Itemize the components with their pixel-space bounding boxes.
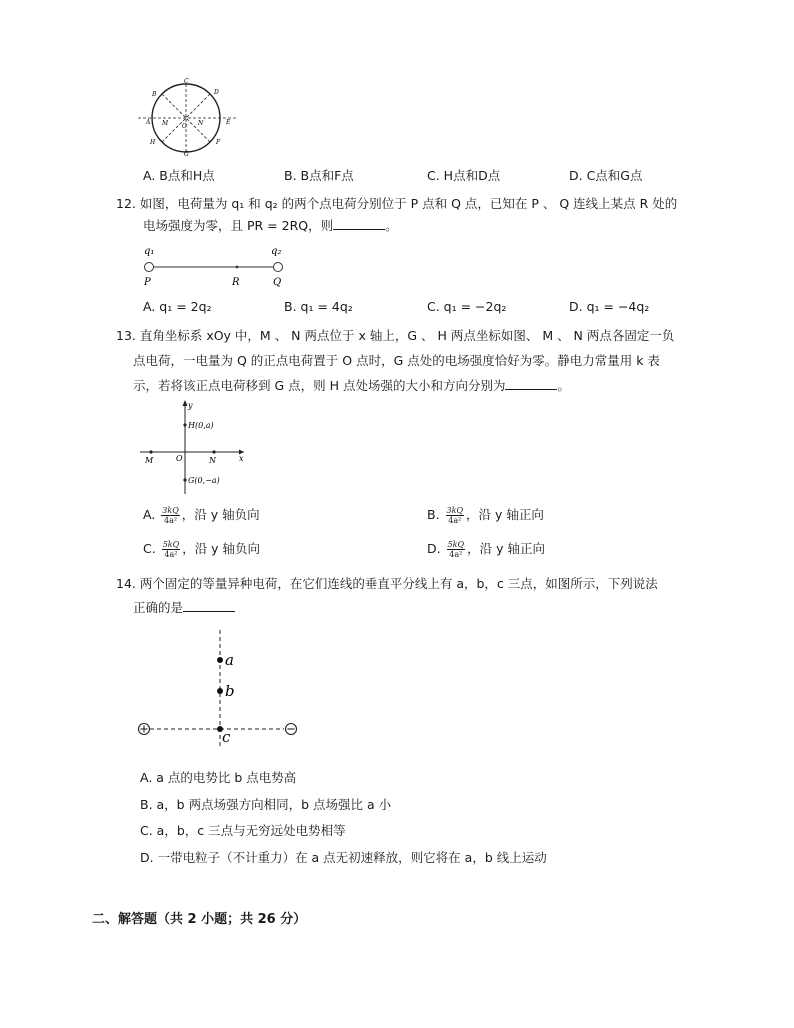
q12-label-q: Q [273, 277, 282, 288]
q13-option-c[interactable]: C. $\frac{5kQ}{\text{4a²}}$ ，沿 y 轴负向 [143, 540, 261, 559]
q13-option-a-fraction: $\frac{3kQ}{\text{4a²}}$ [162, 506, 179, 525]
q11-label-g: G [184, 151, 189, 158]
q13-stem-line3 [133, 377, 570, 395]
q13-label-g: G(0,−a) [188, 476, 220, 485]
q11-label-a: A [146, 119, 151, 126]
q14-stem-line1: 14. 两个固定的等量异种电荷，在它们连线的垂直平分线上有 a，b，c 三点，如图所示，下列说法 [116, 576, 658, 591]
q12-option-d[interactable]: D. q₁ = −4q₂ [569, 299, 650, 314]
q11-label-m: M [162, 120, 169, 127]
q13-option-d[interactable]: D. $\frac{5kQ}{\text{4a²}}$ ，沿 y 轴正向 [427, 540, 545, 559]
q13-option-b-fraction: $\frac{3kQ}{\text{4a²}}$ [446, 506, 464, 525]
q13-label-o: O [176, 454, 183, 463]
q13-stem-text: 示，若将该正点电荷移到 G 点，则 H 点处场强的大小和方向分别为 [133, 378, 506, 393]
q13-stem-line2: 点电荷，一电量为 Q 的正点电荷置于 O 点时，G 点处的电场强度恰好为零。静电力常量用 k 表 [133, 353, 660, 368]
q13-answer-blank[interactable] [505, 377, 557, 390]
q12-option-a[interactable]: A. q₁ = 2q₂ [143, 299, 212, 314]
q13-option-a[interactable]: A. $\frac{3kQ}{\text{4a²}}$ ，沿 y 轴负向 [143, 506, 260, 525]
q13-option-b[interactable]: B. $\frac{3kQ}{\text{4a²}}$ ，沿 y 轴正向 [427, 506, 544, 525]
q14-dipole-figure [136, 628, 300, 748]
q11-label-d: D [214, 89, 219, 96]
q13-label-y: y [188, 401, 193, 410]
q14-option-c[interactable]: C. a，b，c 三点与无穷远处电势相等 [140, 823, 346, 838]
q11-label-b: B [152, 91, 157, 98]
q14-label-b: b [225, 682, 235, 700]
q13-label-m: M [145, 456, 154, 465]
q12-label-q2: q₂ [271, 246, 282, 257]
q11-option-c[interactable]: C. H点和D点 [427, 168, 501, 183]
q12-option-b[interactable]: B. q₁ = 4q₂ [284, 299, 353, 314]
q12-option-c[interactable]: C. q₁ = −2q₂ [427, 299, 507, 314]
q14-stem-line2 [133, 599, 235, 617]
q13-label-h: H(0,a) [188, 421, 214, 430]
q14-option-b[interactable]: B. a，b 两点场强方向相同，b 点场强比 a 小 [140, 797, 392, 812]
q12-stem-end: 。 [385, 218, 398, 233]
q13-coordinate-figure [140, 400, 250, 496]
q14-option-a[interactable]: A. a 点的电势比 b 点电势高 [140, 770, 297, 785]
q12-answer-blank[interactable] [333, 217, 385, 230]
q12-label-r: R [232, 277, 240, 288]
q13-option-c-fraction: $\frac{5kQ}{\text{4a²}}$ [162, 540, 180, 559]
q13-label-n: N [209, 456, 216, 465]
q12-label-p: P [144, 277, 151, 288]
q13-label-x: x [239, 454, 244, 463]
q11-option-d[interactable]: D. C点和G点 [569, 168, 643, 183]
q12-label-q1: q₁ [144, 246, 155, 257]
q11-label-c: C [184, 78, 189, 85]
q11-option-b[interactable]: B. B点和F点 [284, 168, 354, 183]
q12-stem-text: 电场强度为零，且 PR = 2RQ，则 [143, 218, 334, 233]
q14-answer-blank[interactable] [183, 599, 235, 612]
q13-option-d-fraction: $\frac{5kQ}{\text{4a²}}$ [447, 540, 465, 559]
q11-option-a[interactable]: A. B点和H点 [143, 168, 215, 183]
section-heading: 二、解答题（共 2 小题；共 26 分） [92, 912, 307, 927]
q12-stem-line1: 12. 如图，电荷量为 q₁ 和 q₂ 的两个点电荷分别位于 P 点和 Q 点，已知在 P 、 Q 连线上某点 R 处的 [116, 196, 678, 211]
q11-circle-figure [138, 78, 238, 160]
q13-stem-line1: 13. 直角坐标系 xOy 中，M 、 N 两点位于 x 轴上，G 、 H 两点坐标如图、 M 、 N 两点各固定一负 [116, 328, 675, 343]
q11-label-n: N [198, 120, 204, 127]
q11-label-e: E [226, 119, 231, 126]
q14-label-c: c [222, 728, 231, 746]
q14-label-a: a [225, 651, 234, 669]
q11-label-o: O [182, 123, 187, 130]
q14-option-d[interactable]: D. 一带电粒子（不计重力）在 a 点无初速释放，则它将在 a，b 线上运动 [140, 850, 547, 865]
q14-stem-text: 正确的是 [133, 600, 184, 615]
q12-charges-figure [138, 243, 288, 289]
q11-label-f: F [216, 139, 221, 146]
q11-label-h: H [150, 139, 156, 146]
q13-stem-end: 。 [557, 378, 570, 393]
q12-stem-line2 [143, 217, 398, 235]
